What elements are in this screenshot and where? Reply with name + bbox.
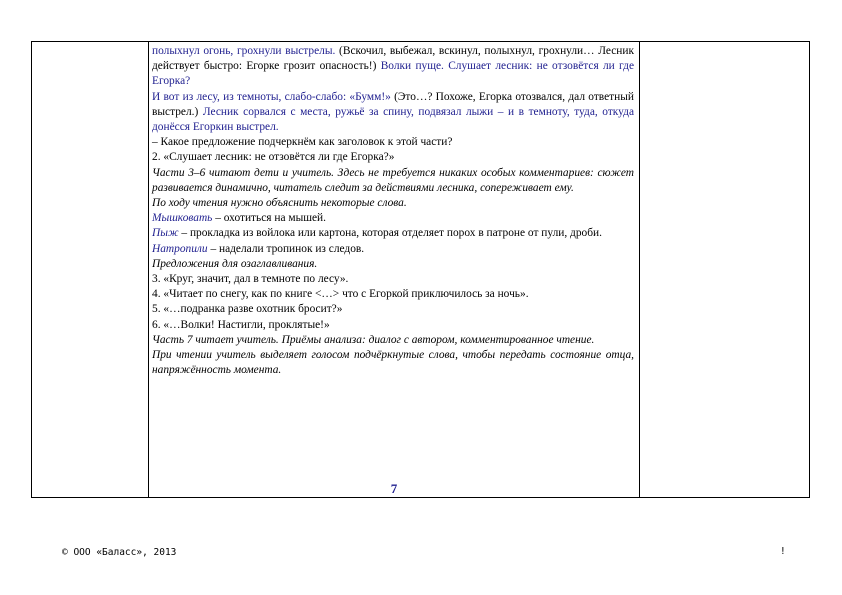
page-number: 7 xyxy=(390,481,398,496)
word-definition xyxy=(152,242,634,257)
column-divider-left xyxy=(148,42,149,497)
column-divider-right xyxy=(639,42,640,497)
explain-note: По ходу чтения нужно объяснить некоторые слова. xyxy=(152,197,407,210)
text-run: Волки пуще. Слушает лесник: не отзовётся ли где Егорка? xyxy=(152,60,635,88)
reading-note: При чтении учитель выделяет голосом подчёркнутые слова, чтобы передать состояние отца, напряжённость момента. xyxy=(152,349,634,377)
word-def: – прокладка из войлока или картона, которая отделяет порох в патроне от пули, дроби. xyxy=(178,227,602,240)
word-def: – охотиться на мышей. xyxy=(212,212,327,225)
text-run: Лесник сорвался с места, ружьё за спину, подвязал лыжи – и в темноту, туда, откуда донёсся Егоркин выстрел. xyxy=(152,105,634,134)
word-term: Натропили xyxy=(152,242,208,255)
part7-note: Часть 7 читает учитель. Приёмы анализа: диалог с автором, комментированное чтение. xyxy=(152,333,595,346)
title-item: 6. «…Волки! Настигли, проклятые!» xyxy=(152,318,330,331)
word-definition xyxy=(152,226,634,241)
text-run: (Вскочил, выбежал, вскинул, полыхнул, грохнули… Лесник действует быстро: Егорке грозит опасность!) xyxy=(152,45,634,73)
title-item: 3. «Круг, значит, дал в темноте по лесу». xyxy=(152,273,349,286)
footer-mark: ! xyxy=(780,546,786,557)
parts-note: Части 3–6 читают дети и учитель. Здесь не требуется никаких особых комментариев: сюжет развивается динамично, читатель следит за действиями лесника, сопереживает ему. xyxy=(152,166,634,194)
word-definition xyxy=(152,211,634,226)
paragraph-1 xyxy=(152,44,634,90)
title-item: 4. «Читает по снегу, как по книге <…> что с Егоркой приключилось за ночь». xyxy=(152,288,529,301)
title-item: 5. «…подранка разве охотник бросит?» xyxy=(152,303,343,316)
titles-heading: Предложения для озаглавливания. xyxy=(152,257,318,270)
text-run: (Это…? Похоже, Егорка отозвался, дал ответный выстрел.) xyxy=(152,90,634,118)
word-def: – наделали тропинок из следов. xyxy=(207,242,365,255)
copyright-footer: © ООО «Баласс», 2013 xyxy=(62,547,177,558)
question: – Какое предложение подчеркнём как заголовок к этой части? xyxy=(152,136,453,149)
text-run: И вот из лесу, из темноты, слабо-слабо: «Бумм!» xyxy=(152,90,395,103)
paragraph-2 xyxy=(152,90,634,136)
lesson-text xyxy=(152,44,634,378)
text-run: полыхнул огонь, грохнули выстрелы. xyxy=(152,45,340,57)
answer: 2. «Слушает лесник: не отзовётся ли где Егорка?» xyxy=(152,151,395,164)
word-term: Пыж xyxy=(152,227,179,240)
word-term: Мышковать xyxy=(152,212,213,225)
